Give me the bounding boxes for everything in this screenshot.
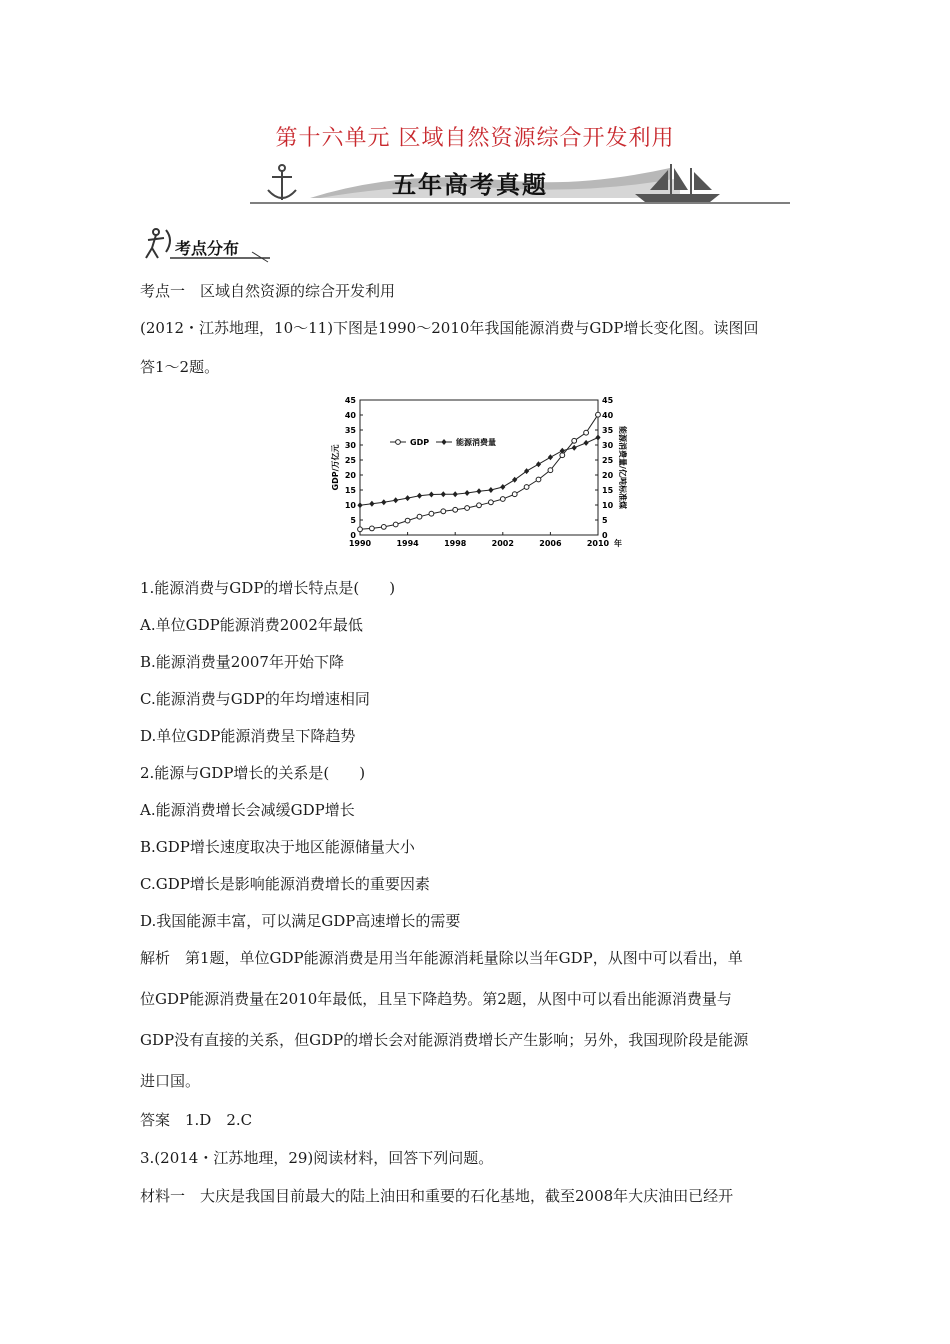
question-2-option-c: C.GDP增长是影响能源消费增长的重要因素	[140, 875, 430, 893]
gdp-point	[584, 430, 589, 435]
question-2-option-b: B.GDP增长速度取决于地区能源储量大小	[140, 838, 415, 856]
gdp-point	[596, 412, 601, 417]
y-tick-label-right: 15	[602, 486, 614, 495]
gdp-point	[441, 509, 446, 514]
gdp-point	[405, 518, 410, 523]
analysis-line-2: 位GDP能源消费量在2010年最低，且呈下降趋势。第2题，从图中可以看出能源消费量与	[140, 990, 732, 1008]
topic-heading: 考点一 区域自然资源的综合开发利用	[140, 282, 396, 300]
energy-point	[441, 491, 446, 497]
banner-title: 五年高考真题	[392, 171, 548, 199]
energy-point	[417, 493, 422, 499]
x-tick-label: 2006	[539, 539, 562, 548]
question-2-option-a: A.能源消费增长会减缓GDP增长	[140, 801, 355, 819]
gdp-point	[477, 503, 482, 508]
question-1: 1.能源消费与GDP的增长特点是( )	[140, 579, 396, 597]
energy-point	[405, 495, 410, 501]
energy-point	[584, 440, 589, 446]
energy-gdp-chart	[320, 390, 630, 555]
gdp-point	[500, 497, 505, 502]
plot-frame	[360, 400, 598, 535]
y-tick-label-right: 40	[602, 411, 614, 420]
question-3: 3.(2014・江苏地理，29)阅读材料，回答下列问题。	[140, 1149, 494, 1167]
intro-line-2: 答1～2题。	[140, 358, 220, 376]
energy-point	[393, 497, 398, 503]
legend-marker-energy	[441, 439, 446, 445]
legend-marker-gdp	[396, 440, 401, 445]
x-tick-label: 1994	[396, 539, 419, 548]
y-tick-label-right: 10	[602, 501, 614, 510]
unit-title: 第十六单元 区域自然资源综合开发利用	[275, 126, 675, 151]
question-1-option-a: A.单位GDP能源消费2002年最低	[140, 616, 363, 634]
legend-label-energy: 能源消费量	[456, 438, 496, 447]
y-tick-label-left: 15	[344, 486, 356, 495]
archer-icon	[146, 229, 170, 258]
y-tick-label-right: 5	[602, 516, 608, 525]
x-tick-label: 2002	[491, 539, 514, 548]
y-tick-label-left: 20	[344, 471, 356, 480]
gdp-point	[512, 492, 517, 497]
analysis-line-4: 进口国。	[140, 1072, 201, 1090]
x-axis-unit: 年	[614, 539, 622, 548]
x-tick-label: 2010	[586, 539, 610, 548]
question-1-option-d: D.单位GDP能源消费呈下降趋势	[140, 727, 356, 745]
gdp-point	[381, 525, 386, 530]
gdp-point	[489, 500, 494, 505]
gdp-point	[536, 477, 541, 482]
series-line-2	[360, 438, 598, 506]
energy-point	[429, 492, 434, 498]
energy-point	[572, 445, 577, 451]
gdp-point	[453, 507, 458, 512]
energy-point	[488, 487, 493, 493]
energy-point	[369, 501, 374, 507]
gdp-point	[358, 527, 363, 532]
y-tick-label-right: 20	[602, 471, 614, 480]
y-axis-label-right: 能源消费量/亿吨标准煤	[618, 426, 627, 509]
y-tick-label-right: 0	[602, 531, 608, 540]
question-2: 2.能源与GDP增长的关系是( )	[140, 764, 366, 782]
y-tick-label-left: 35	[344, 426, 356, 435]
energy-point	[476, 488, 481, 494]
y-tick-label-right: 35	[602, 426, 614, 435]
energy-point	[512, 477, 517, 483]
answer-line: 答案 1.D 2.C	[140, 1111, 253, 1129]
y-tick-label-right: 45	[602, 396, 614, 405]
energy-point	[465, 490, 470, 496]
series-line-1	[360, 415, 598, 530]
gdp-point	[548, 468, 553, 473]
energy-point	[524, 468, 529, 474]
y-tick-label-left: 40	[344, 411, 356, 420]
energy-point	[357, 502, 362, 508]
x-tick-label: 1990	[348, 539, 372, 548]
y-tick-label-left: 0	[350, 531, 356, 540]
question-1-option-c: C.能源消费与GDP的年均增速相同	[140, 690, 370, 708]
gdp-point	[370, 526, 375, 531]
analysis-line-3: GDP没有直接的关系，但GDP的增长会对能源消费增长产生影响；另外，我国现阶段是能源	[140, 1031, 749, 1049]
intro-line-1: (2012・江苏地理，10～11)下图是1990～2010年我国能源消费与GDP增长变化图。读图回	[140, 319, 759, 337]
question-1-option-b: B.能源消费量2007年开始下降	[140, 653, 344, 671]
chart-svg	[320, 390, 630, 555]
gdp-point	[465, 506, 470, 511]
y-tick-label-right: 25	[602, 456, 614, 465]
y-tick-label-right: 30	[602, 441, 614, 450]
anchor-icon	[268, 165, 296, 200]
gdp-point	[572, 438, 577, 443]
gdp-point	[429, 511, 434, 516]
material-1-line: 材料一 大庆是我国目前最大的陆上油田和重要的石化基地，截至2008年大庆油田已经开	[140, 1187, 734, 1205]
energy-point	[500, 484, 505, 490]
y-tick-label-left: 30	[344, 441, 356, 450]
y-tick-label-left: 25	[344, 456, 356, 465]
y-axis-label-left: GDP/万亿元	[331, 444, 340, 491]
y-tick-label-left: 5	[350, 516, 356, 525]
energy-point	[548, 454, 553, 460]
energy-point	[536, 461, 541, 467]
energy-point	[595, 435, 600, 441]
y-tick-label-left: 10	[344, 501, 356, 510]
section-label: 考点分布	[175, 239, 240, 258]
energy-point	[453, 491, 458, 497]
question-2-option-d: D.我国能源丰富，可以满足GDP高速增长的需要	[140, 912, 461, 930]
analysis-line-1: 解析 第1题，单位GDP能源消费是用当年能源消耗量除以当年GDP，从图中可以看出，单	[140, 949, 743, 967]
x-tick-label: 1998	[444, 539, 467, 548]
legend-label-gdp: GDP	[410, 438, 430, 447]
y-tick-label-left: 45	[344, 396, 356, 405]
gdp-point	[417, 514, 422, 519]
gdp-point	[393, 522, 398, 527]
gdp-point	[524, 485, 529, 490]
energy-point	[381, 499, 386, 505]
